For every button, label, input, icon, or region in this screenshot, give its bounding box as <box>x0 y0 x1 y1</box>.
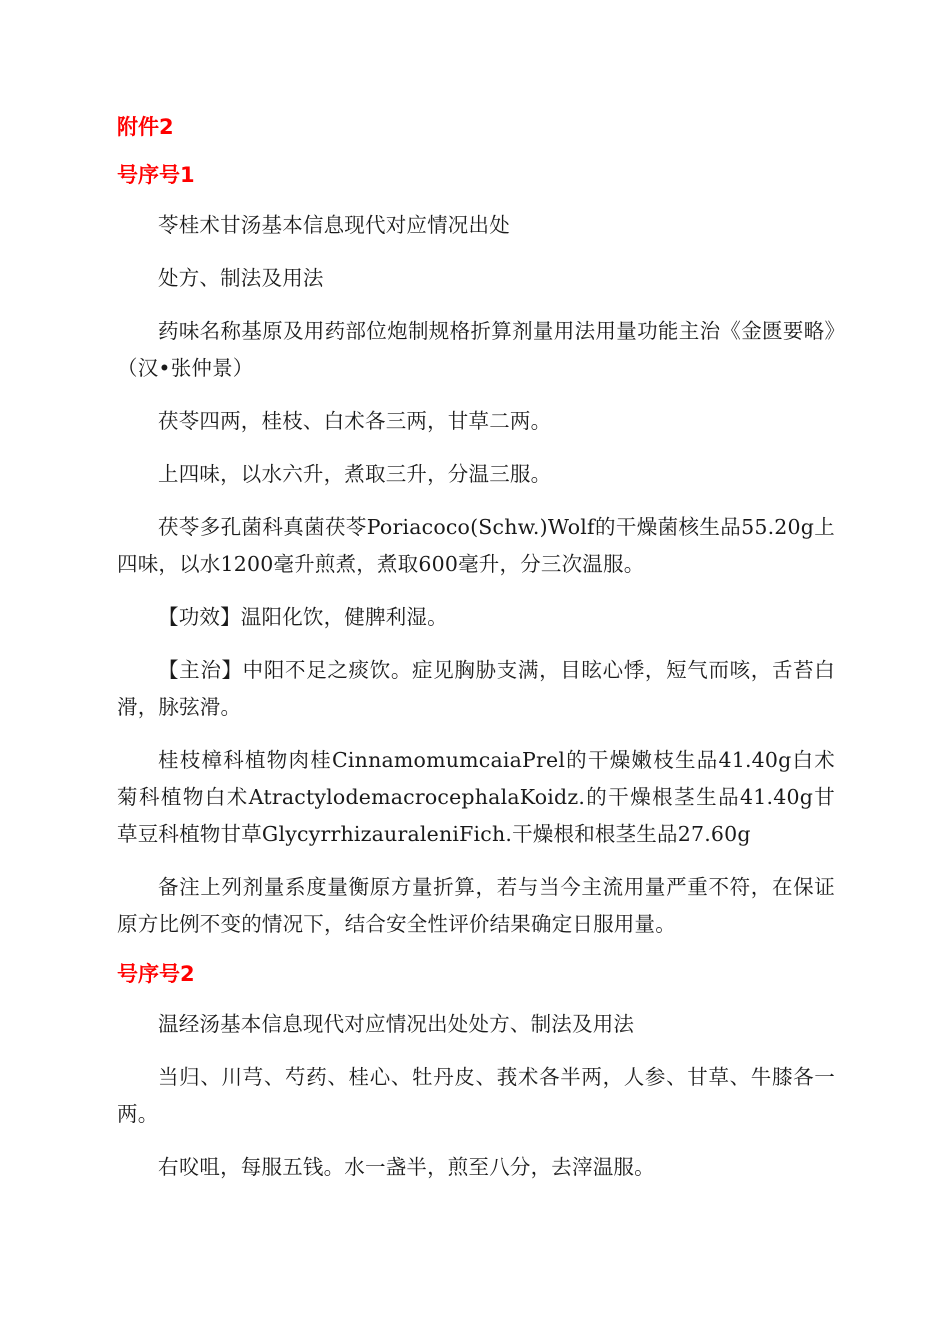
section-2-paragraph: 当归、川芎、芍药、桂心、牡丹皮、莪术各半两，人参、甘草、牛膝各一两。 <box>117 1065 835 1126</box>
section-1-paragraph: 苓桂术甘汤基本信息现代对应情况出处 <box>158 213 510 237</box>
section-heading-1: 号序号1 <box>117 163 195 187</box>
section-1-paragraph: 药味名称基原及用药部位炮制规格折算剂量用法用量功能主治《金匮要略》（汉•张仲景） <box>117 319 835 380</box>
section-2-paragraph: 右㕮咀，每服五钱。水一盏半，煎至八分，去滓温服。 <box>158 1155 655 1179</box>
section-1-paragraph: 【功效】温阳化饮，健脾利湿。 <box>158 605 448 629</box>
section-1-paragraph: 桂枝樟科植物肉桂CinnamomumcaiaPrel的干燥嫩枝生品41.40g白术菊科植物白术AtractylodemacrocephalaKoidz.的干燥根茎生品41.40g甘草豆科植物甘草GlycyrrhizauraleniFich.干燥根和根茎生品27.60g <box>117 748 835 846</box>
section-1-paragraph: 备注上列剂量系度量衡原方量折算，若与当今主流用量严重不符，在保证原方比例不变的情况下，结合安全性评价结果确定日服用量。 <box>117 875 835 936</box>
section-1-paragraph: 【主治】中阳不足之痰饮。症见胸胁支满，目眩心悸，短气而咳，舌苔白滑，脉弦滑。 <box>117 658 835 719</box>
section-1-paragraph: 上四味，以水六升，煮取三升，分温三服。 <box>158 462 552 486</box>
document-page <box>117 112 835 1202</box>
section-2-paragraph: 温经汤基本信息现代对应情况出处处方、制法及用法 <box>158 1012 635 1036</box>
section-heading-2: 号序号2 <box>117 962 195 986</box>
section-1-paragraph: 茯苓四两，桂枝、白术各三两，甘草二两。 <box>158 409 552 433</box>
section-1-paragraph: 处方、制法及用法 <box>158 266 324 290</box>
attachment-label: 附件2 <box>117 115 174 139</box>
section-1-paragraph: 茯苓多孔菌科真菌茯苓Poriacoco(Schw.)Wolf的干燥菌核生品55.20g上四味，以水1200毫升煎煮，煮取600毫升，分三次温服。 <box>117 515 835 576</box>
